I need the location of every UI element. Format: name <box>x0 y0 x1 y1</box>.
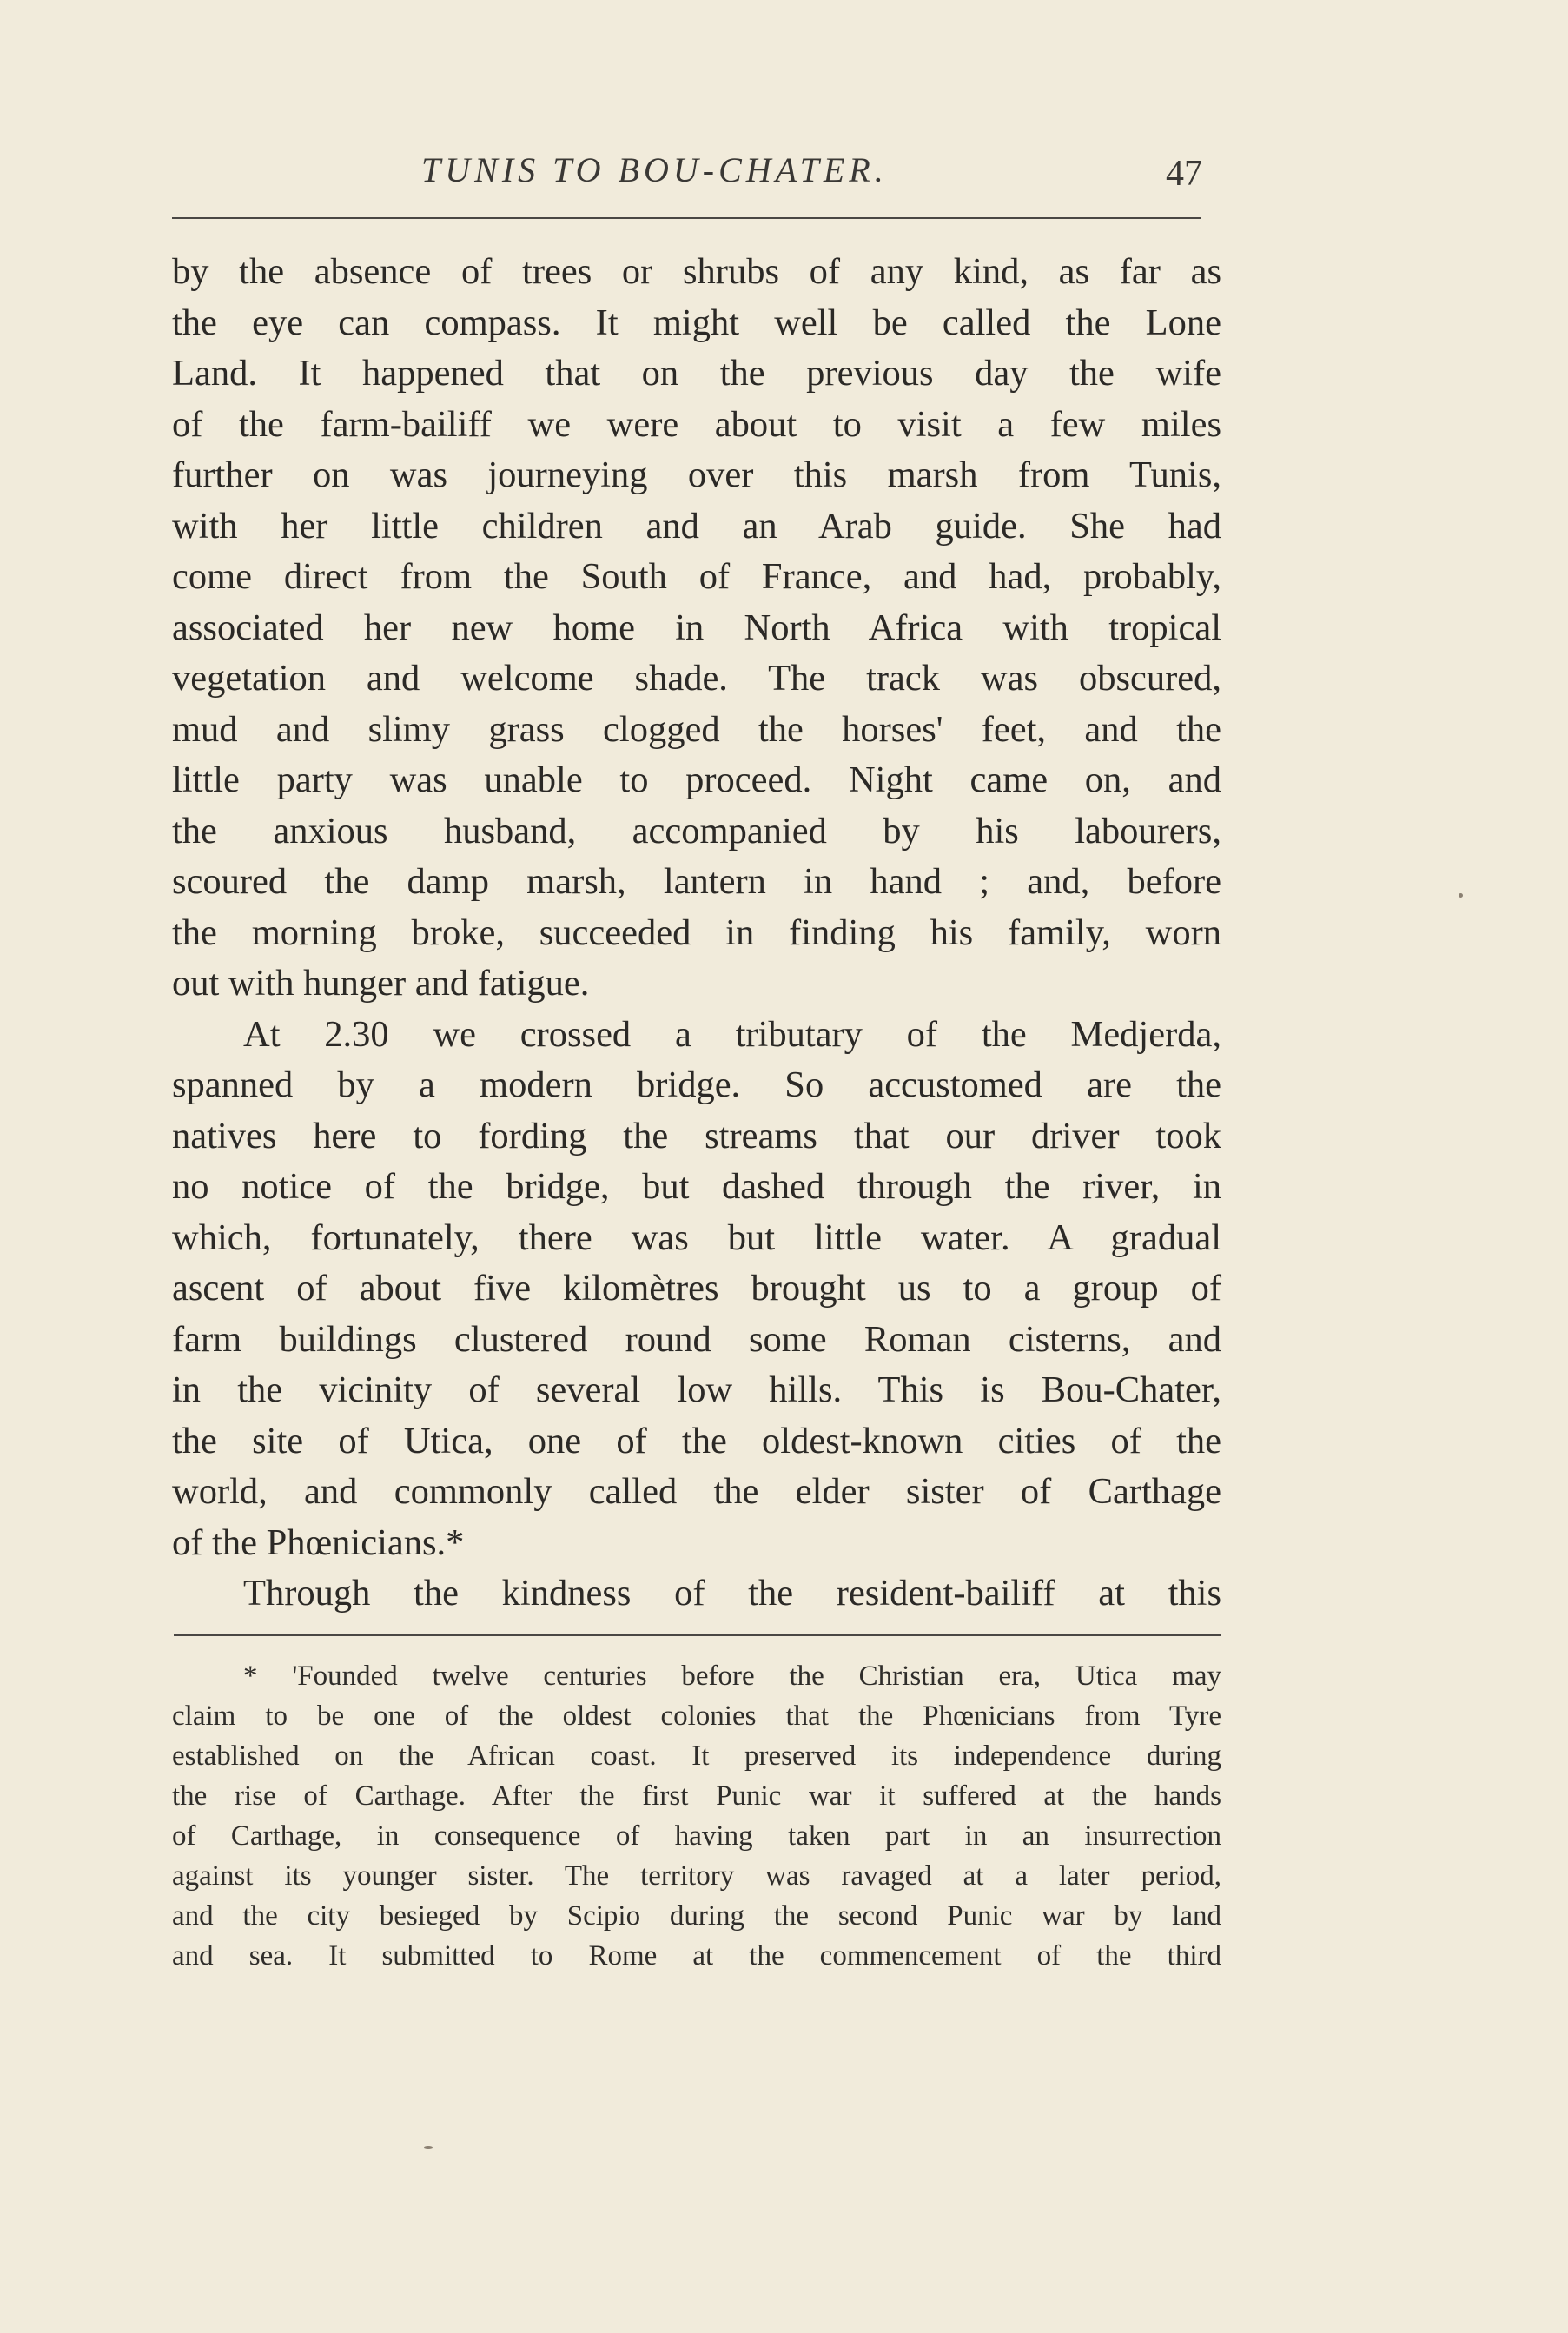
body-line: vegetation and welcome shade. The track was obscured, <box>172 658 1221 699</box>
body-line: ascent of about five kilomètres brought us to a group of <box>172 1268 1221 1309</box>
footnote-line: and the city besieged by Scipio during the second Punic war by land <box>172 1900 1221 1932</box>
body-line: Land. It happened that on the previous day the wife <box>172 353 1221 394</box>
header-rule <box>172 217 1201 219</box>
body-line: spanned by a modern bridge. So accustomed are the <box>172 1064 1221 1105</box>
body-line: world, and commonly called the elder sister of Carthage <box>172 1471 1221 1512</box>
footnote-line: claim to be one of the oldest colonies that the Phœnicians from Tyre <box>172 1700 1221 1732</box>
body-line: further on was journeying over this marsh from Tunis, <box>172 454 1221 495</box>
body-text <box>172 247 1221 1620</box>
footnote-line: against its younger sister. The territory was ravaged at a later period, <box>172 1860 1221 1892</box>
body-line: no notice of the bridge, but dashed through the river, in <box>172 1166 1221 1207</box>
footnote-line: the rise of Carthage. After the first Punic war it suffered at the hands <box>172 1780 1221 1812</box>
body-line: the morning broke, succeeded in finding his family, worn <box>172 911 1221 953</box>
footnote-rule <box>174 1634 1221 1636</box>
body-line: which, fortunately, there was but little water. A gradual <box>172 1216 1221 1258</box>
footnote-line: established on the African coast. It preserved its independence during <box>172 1740 1221 1772</box>
footnote-line: and sea. It submitted to Rome at the commencement of the third <box>172 1940 1221 1972</box>
body-line: come direct from the South of France, and had, probably, <box>172 556 1221 597</box>
body-line: with her little children and an Arab guide. She had <box>172 505 1221 547</box>
body-line: in the vicinity of several low hills. This is Bou-Chater, <box>172 1369 1221 1410</box>
body-line: At 2.30 we crossed a tributary of the Medjerda, <box>243 1013 1221 1055</box>
body-line: the eye can compass. It might well be called the Lone <box>172 302 1221 343</box>
body-line: farm buildings clustered round some Roman cisterns, and <box>172 1318 1221 1360</box>
body-line: scoured the damp marsh, lantern in hand ; and, before <box>172 861 1221 902</box>
footnote <box>172 1656 1221 1976</box>
body-line: little party was unable to proceed. Night came on, and <box>172 759 1221 800</box>
body-line: mud and slimy grass clogged the horses' feet, and the <box>172 708 1221 750</box>
body-line: associated her new home in North Africa with tropical <box>172 606 1221 648</box>
body-line: the site of Utica, one of the oldest-known cities of the <box>172 1420 1221 1461</box>
margin-speck <box>1459 893 1463 898</box>
body-line: out with hunger and fatigue. <box>172 963 590 1004</box>
running-title: TUNIS TO BOU-CHATER. <box>421 150 888 189</box>
body-line: Through the kindness of the resident-bailiff at this <box>243 1573 1221 1614</box>
margin-speck <box>424 2146 433 2149</box>
footnote-line: * 'Founded twelve centuries before the Christian era, Utica may <box>243 1660 1221 1692</box>
footnote-line: of Carthage, in consequence of having taken part in an insurrection <box>172 1820 1221 1852</box>
body-line: the anxious husband, accompanied by his labourers, <box>172 810 1221 852</box>
page-number: 47 <box>1166 154 1202 194</box>
body-line: of the farm-bailiff we were about to visit a few miles <box>172 403 1221 445</box>
body-line: by the absence of trees or shrubs of any kind, as far as <box>172 251 1221 292</box>
body-line: of the Phœnicians.* <box>172 1521 465 1563</box>
body-line: natives here to fording the streams that our driver took <box>172 1115 1221 1157</box>
